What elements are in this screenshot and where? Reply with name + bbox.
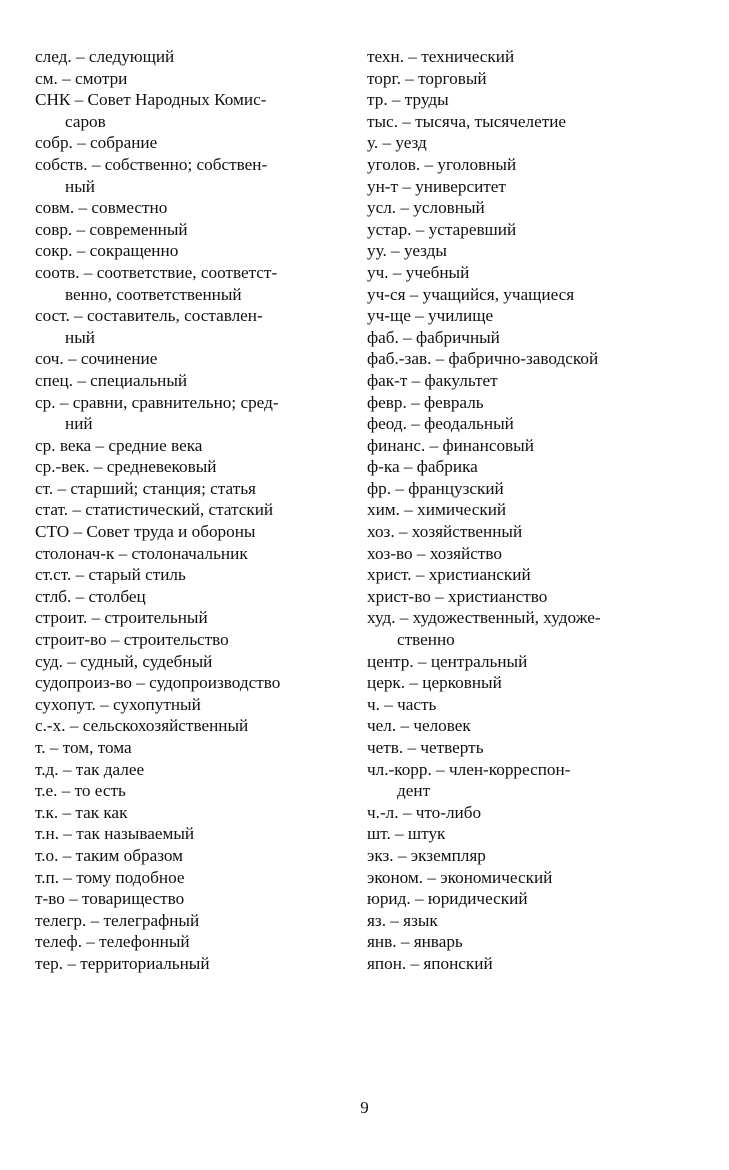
abbreviation-entry-continuation: ственно <box>397 630 455 650</box>
abbreviation-entry: тыс. – тысяча, тысячелетие <box>367 111 567 131</box>
abbreviation-entry: т.е. – то есть <box>35 781 126 801</box>
abbreviation-entry: церк. – церковный <box>367 673 502 693</box>
abbreviation-entry: христ. – христианский <box>367 565 531 585</box>
abbreviation-entry: у. – уезд <box>367 133 427 153</box>
abbreviation-entry: СТО – Совет труда и обороны <box>35 522 256 542</box>
abbreviation-entry: япон. – японский <box>367 953 493 973</box>
abbreviation-entry: совр. – современный <box>35 219 188 239</box>
abbreviation-entry: янв. – январь <box>367 932 463 952</box>
abbreviation-entry: т-во – товарищество <box>35 889 185 909</box>
abbreviation-entry: ср. – сравни, сравнительно; сред- <box>35 392 279 412</box>
abbreviation-entry: стлб. – столбец <box>35 586 146 606</box>
abbreviations-left-column <box>35 46 335 975</box>
abbreviation-entry: сост. – составитель, составлен- <box>35 306 263 326</box>
abbreviation-entry: устар. – устаревший <box>367 219 517 239</box>
abbreviation-entry: уголов. – уголовный <box>367 154 517 174</box>
abbreviation-entry: собств. – собственно; собствен- <box>35 154 268 174</box>
abbreviation-entry: соотв. – соответствие, соответст- <box>35 262 278 282</box>
abbreviation-entry: т. – том, тома <box>35 738 132 757</box>
abbreviation-entry: столонач-к – столоначальник <box>35 543 248 563</box>
abbreviation-entry: ф-ка – фабрика <box>367 457 478 477</box>
abbreviation-entry: центр. – центральный <box>367 651 528 671</box>
abbreviation-entry: тр. – труды <box>367 90 449 110</box>
abbreviation-entry: хоз. – хозяйственный <box>367 522 523 542</box>
abbreviation-entry: след. – следующий <box>35 47 175 66</box>
abbreviation-entry: чел. – человек <box>367 716 471 736</box>
abbreviation-entry: собр. – собрание <box>35 133 158 153</box>
abbreviation-entry: ст. – старший; станция; статья <box>35 478 256 498</box>
abbreviation-entry: ун-т – университет <box>367 176 506 196</box>
abbreviation-entry: фаб.-зав. – фабрично-заводской <box>367 349 599 369</box>
abbreviation-entry: сокр. – сокращенно <box>35 241 179 261</box>
abbreviation-entry: ч.-л. – что-либо <box>367 802 482 822</box>
abbreviation-entry: уч-ще – училище <box>367 306 494 326</box>
abbreviation-entry: с.-х. – сельскохозяйственный <box>35 716 249 736</box>
abbreviation-entry: телеф. – телефонный <box>35 932 190 952</box>
abbreviation-entry: строит. – строительный <box>35 608 208 628</box>
abbreviation-entry: тер. – территориальный <box>35 953 210 973</box>
abbreviations-right-column <box>367 46 697 975</box>
abbreviation-entry: финанс. – финансовый <box>367 435 534 455</box>
abbreviation-entry: сухопут. – сухопутный <box>35 694 201 714</box>
abbreviation-entry: эконом. – экономический <box>367 867 553 887</box>
abbreviation-entry-continuation: ный <box>65 327 95 347</box>
abbreviation-entry: фаб. – фабричный <box>367 327 500 347</box>
abbreviation-entry: СНК – Совет Народных Комис- <box>35 90 267 110</box>
abbreviation-entry: т.к. – так как <box>35 802 128 822</box>
abbreviation-entry: стат. – статистический, статский <box>35 500 274 520</box>
abbreviation-entry: феод. – феодальный <box>367 414 514 434</box>
abbreviation-entry: торг. – торговый <box>367 68 487 88</box>
abbreviation-entry-continuation: ный <box>65 176 95 196</box>
abbreviation-entry: чл.-корр. – член-корреспон- <box>367 759 571 779</box>
abbreviation-entry: усл. – условный <box>367 198 485 218</box>
abbreviation-entry: худ. – художественный, художе- <box>367 608 601 628</box>
abbreviation-entry: яз. – язык <box>367 910 438 930</box>
abbreviation-entry-continuation: саров <box>65 111 106 131</box>
abbreviation-entry: февр. – февраль <box>367 392 484 412</box>
abbreviation-entry: фр. – французский <box>367 478 504 498</box>
abbreviation-entry: суд. – судный, судебный <box>35 651 213 671</box>
abbreviation-entry: см. – смотри <box>35 68 128 88</box>
abbreviation-entry-continuation: венно, соответственный <box>65 284 242 304</box>
abbreviation-entry: уч-ся – учащийся, учащиеся <box>367 284 575 304</box>
abbreviation-entry: строит-во – строительство <box>35 630 229 650</box>
abbreviation-entry: ст.ст. – старый стиль <box>35 565 186 585</box>
abbreviation-entry: хим. – химический <box>367 500 507 520</box>
abbreviation-entry: юрид. – юридический <box>367 889 528 909</box>
abbreviation-entry: техн. – технический <box>367 47 515 66</box>
abbreviation-entry: фак-т – факультет <box>367 370 498 390</box>
abbreviation-entry: спец. – специальный <box>35 370 188 390</box>
abbreviation-entry-continuation: ний <box>65 414 93 434</box>
abbreviation-entry: ч. – часть <box>367 694 437 714</box>
abbreviation-entry: т.д. – так далее <box>35 759 145 779</box>
abbreviation-entry: совм. – совместно <box>35 198 168 218</box>
abbreviation-entry-continuation: дент <box>397 781 431 801</box>
abbreviation-entry: т.н. – так называемый <box>35 824 195 844</box>
abbreviation-entry: шт. – штук <box>367 824 446 844</box>
abbreviation-entry: экз. – экземпляр <box>367 845 486 865</box>
abbreviation-entry: соч. – сочинение <box>35 349 158 369</box>
abbreviation-entry: т.п. – тому подобное <box>35 867 185 887</box>
page-number: 9 <box>360 1098 369 1117</box>
abbreviation-entry: четв. – четверть <box>367 738 484 757</box>
abbreviation-entry: ср.-век. – средневековый <box>35 457 217 477</box>
abbreviation-entry: судопроиз-во – судопроизводство <box>35 673 281 693</box>
abbreviation-entry: уу. – уезды <box>367 241 447 261</box>
abbreviation-entry: уч. – учебный <box>367 262 470 282</box>
abbreviation-entry: ср. века – средние века <box>35 435 203 455</box>
abbreviation-entry: христ-во – христианство <box>367 586 548 606</box>
abbreviation-entry: телегр. – телеграфный <box>35 910 200 930</box>
abbreviation-entry: т.о. – таким образом <box>35 845 184 865</box>
abbreviation-entry: хоз-во – хозяйство <box>367 543 502 563</box>
